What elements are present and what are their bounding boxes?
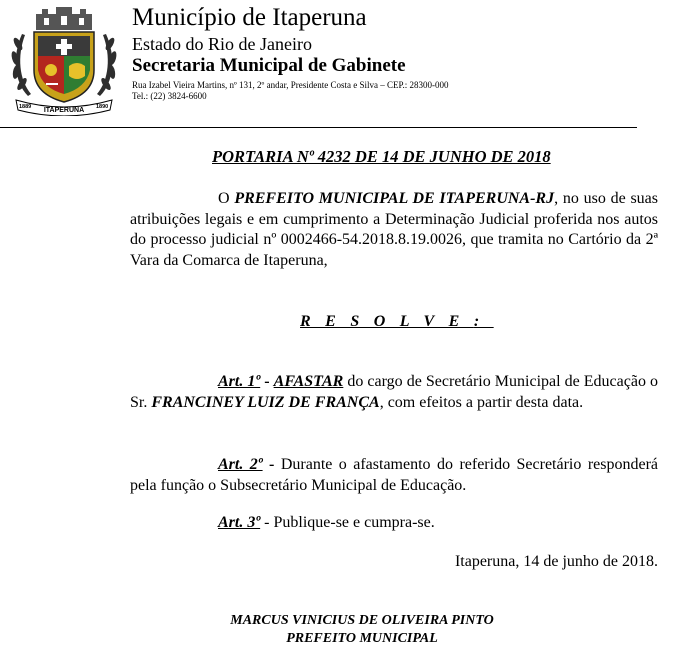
resolve-heading xyxy=(300,313,494,331)
article-label: Art. 2º xyxy=(218,456,263,473)
preamble-text: , no uso de suas atribuições legais e em cumprimento a Determinação Judicial proferida nos autos do processo judicial nº 0002466-54.2018.8.19.0026, que tramita no Cartório da 2ª Vara da Comarca de Itaperuna, xyxy=(130,190,658,269)
phone-line: Tel.: (22) 3824-6600 xyxy=(132,91,207,101)
header-divider xyxy=(0,127,637,128)
resolve-word: RESOLVE xyxy=(300,313,474,330)
person-name: FRANCINEY LUIZ DE FRANÇA xyxy=(151,393,380,411)
svg-text:ITAPERUNA: ITAPERUNA xyxy=(43,107,85,114)
address-line: Rua Izabel Vieira Martins, nº 131, 2º andar, Presidente Costa e Silva – CEP.: 28300-000 xyxy=(132,80,449,90)
preamble-lead: O xyxy=(218,190,235,207)
article-text: Durante o afastamento do referido Secretário responderá pela função o Subsecretário Municipal de Educação. xyxy=(130,456,659,494)
preamble-paragraph xyxy=(130,189,658,271)
article-dash: - xyxy=(260,373,274,390)
letterhead xyxy=(0,0,700,128)
document-title: PORTARIA Nº 4232 DE 14 DE JUNHO DE 2018 xyxy=(212,147,551,166)
department-name: Secretaria Municipal de Gabinete xyxy=(132,55,406,76)
state-name: Estado do Rio de Janeiro xyxy=(132,34,312,54)
signer-role: PREFEITO MUNICIPAL xyxy=(286,631,438,646)
article-text: do cargo de Secretário Municipal de Educação o Sr. xyxy=(130,373,659,411)
article-label: Art. 3º xyxy=(218,514,261,531)
municipality-name: Município de Itaperuna xyxy=(132,4,367,31)
article-label: Art. 1º xyxy=(218,373,261,390)
article-2 xyxy=(130,455,658,496)
resolve-colon: : xyxy=(473,313,494,330)
article-text-end: , com efeitos a partir desta data. xyxy=(379,393,584,411)
place-and-date: Itaperuna, 14 de junho de 2018. xyxy=(454,553,658,570)
svg-text:1890: 1890 xyxy=(96,104,109,110)
article-3 xyxy=(218,513,658,534)
svg-text:1889: 1889 xyxy=(19,104,32,110)
article-1 xyxy=(130,372,658,413)
signer-name: MARCUS VINICIUS DE OLIVEIRA PINTO xyxy=(230,613,494,628)
article-text: Publique-se e cumpra-se. xyxy=(273,514,435,531)
organization-block xyxy=(132,4,448,102)
authority-name: PREFEITO MUNICIPAL DE ITAPERUNA-RJ xyxy=(234,190,555,207)
coat-of-arms-icon xyxy=(6,4,122,116)
article-dash: - xyxy=(260,514,274,531)
article-action: AFASTAR xyxy=(273,373,344,390)
signature-block xyxy=(0,612,700,648)
article-dash: - xyxy=(262,456,281,473)
